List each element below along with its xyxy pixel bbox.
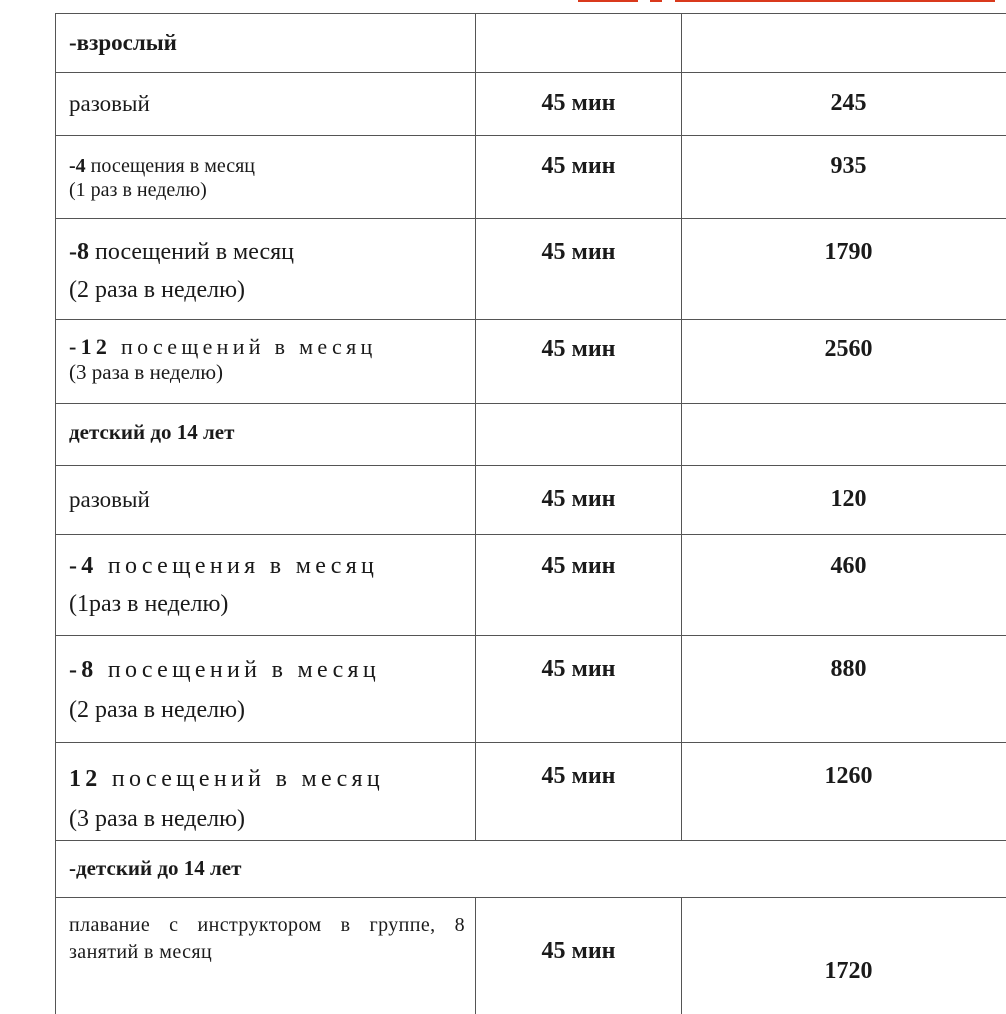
- table-row: [56, 898, 1006, 1014]
- duration-cell: 45 мин: [541, 763, 616, 789]
- item-name: посещений в месяц: [97, 657, 381, 683]
- item-note: (2 раза в неделю): [69, 697, 246, 723]
- duration-cell: 45 мин: [541, 336, 616, 362]
- visit-count: -12: [69, 334, 112, 359]
- price-cell: 1720: [824, 958, 873, 984]
- item-name-line: [69, 759, 469, 799]
- table-row: [56, 320, 1006, 404]
- item-name-line: [69, 154, 469, 178]
- section-label: -детский до 14 лет: [69, 856, 242, 880]
- table-row: [56, 466, 1006, 535]
- section-row-adult: [56, 14, 1006, 73]
- visit-count: 12: [69, 766, 102, 792]
- visit-count: -4: [69, 553, 98, 579]
- price-cell: 1260: [824, 763, 873, 789]
- table-row: [56, 136, 1006, 219]
- table-row: [56, 219, 1006, 320]
- price-cell: 460: [830, 553, 867, 579]
- item-name: разовый: [69, 487, 150, 512]
- item-note: (1раз в неделю): [69, 591, 229, 617]
- table-row: [56, 73, 1006, 136]
- item-name: посещений в месяц: [111, 334, 377, 359]
- visit-count: -8: [69, 239, 89, 265]
- duration-cell: 45 мин: [541, 656, 616, 682]
- duration-cell: 45 мин: [541, 553, 616, 579]
- item-note: (3 раза в неделю): [69, 806, 246, 832]
- item-note: (3 раза в неделю): [69, 360, 224, 384]
- item-note: (2 раза в неделю): [69, 277, 246, 303]
- price-cell: 935: [830, 153, 867, 179]
- table-row: [56, 636, 1006, 743]
- price-table: [55, 13, 1006, 1014]
- duration-cell: 45 мин: [541, 239, 616, 265]
- section-row-children-group: [56, 841, 1006, 898]
- visit-count: -4: [69, 155, 86, 177]
- section-label: детский до 14 лет: [69, 420, 235, 444]
- price-cell: 1790: [824, 239, 873, 265]
- item-name-line: [69, 334, 469, 360]
- price-cell: 2560: [824, 336, 873, 362]
- price-cell: 245: [830, 90, 867, 116]
- item-note: (1 раз в неделю): [69, 179, 207, 201]
- item-name: посещения в месяц: [97, 553, 379, 579]
- item-name: посещений в месяц: [101, 766, 385, 792]
- item-name-line: [69, 650, 469, 690]
- duration-cell: 45 мин: [541, 153, 616, 179]
- price-cell: 120: [830, 486, 867, 512]
- visit-count: -8: [69, 657, 98, 683]
- duration-cell: 45 мин: [541, 486, 616, 512]
- item-name: посещения в месяц: [85, 155, 256, 177]
- price-cell: 880: [830, 656, 867, 682]
- item-name-line: [69, 547, 469, 585]
- item-name-line: [69, 233, 469, 271]
- red-header-fragment: [570, 0, 1006, 4]
- item-name: плавание с инструктором в группе, 8 занятий в месяц: [69, 914, 465, 963]
- item-name: разовый: [69, 91, 150, 116]
- duration-cell: 45 мин: [541, 938, 616, 964]
- section-label: -взрослый: [69, 30, 177, 55]
- table-row: [56, 743, 1006, 841]
- item-name: посещений в месяц: [89, 239, 295, 265]
- duration-cell: 45 мин: [541, 90, 616, 116]
- section-row-children: [56, 404, 1006, 466]
- table-row: [56, 535, 1006, 636]
